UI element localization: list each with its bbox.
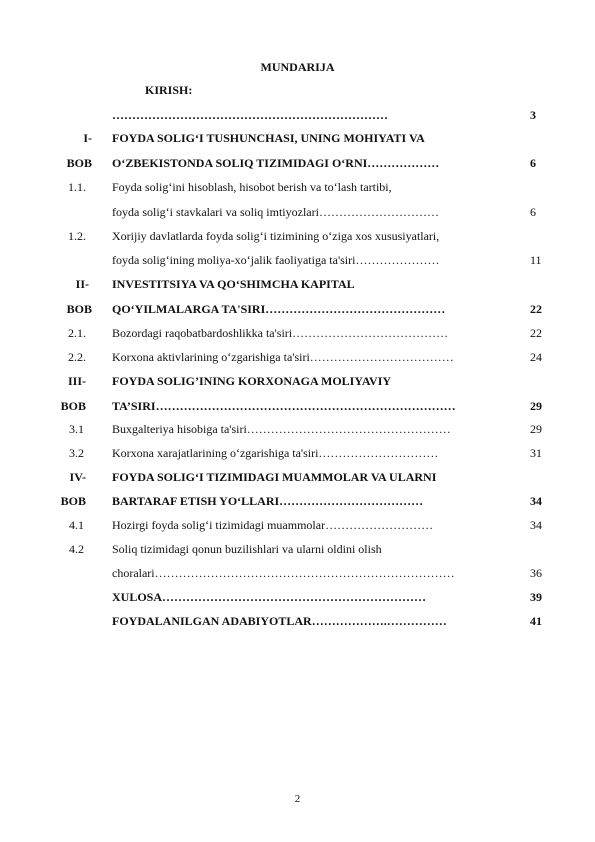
entry-5-num1: 2.1. — [68, 326, 86, 340]
entry-4-num2: BOB — [66, 302, 92, 316]
entry-3-page: 11 — [530, 253, 542, 267]
entry-7-line1: FOYDA SOLIG’INING KORXONAGA MOLIYAVIY — [112, 374, 392, 388]
entry-5-page: 22 — [530, 326, 542, 340]
entry-5-line1: Bozordagi raqobatbardoshlikka ta'siri………………………………… — [112, 326, 449, 340]
entry-10-page: 34 — [530, 494, 542, 508]
entry-12-line1: Soliq tizimidagi qonun buzilishlari va ularni oldini olish — [112, 542, 382, 556]
entry-4-line1: INVESTITSIYA VA QO‘SHIMCHA KAPITAL — [112, 277, 355, 291]
entry-2-page: 6 — [530, 205, 536, 219]
entry-12-page: 36 — [530, 566, 542, 580]
kirish-heading: KIRISH: — [145, 83, 193, 97]
entry-10-line2: BARTARAF ETISH YO‘LLARI……………………………… — [112, 494, 424, 508]
entry-11-num1: 4.1 — [69, 518, 84, 532]
entry-4-page: 22 — [530, 302, 542, 316]
entry-11-line1: Hozirgi foyda solig‘i tizimidagi muammolar……………………… — [112, 518, 434, 532]
entry-10-line1: FOYDA SOLIG‘I TIZIMIDAGI MUAMMOLAR VA ULARNI — [112, 470, 437, 484]
entry-9-page: 31 — [530, 446, 542, 460]
entry-4-line2: QO‘YILMALARGA TA'SIRI……………………………………… — [112, 302, 446, 316]
entry-9-num1: 3.2 — [69, 446, 84, 460]
entry-2-line2: foyda solig‘i stavkalari va soliq imtiyozlari………………………… — [112, 205, 439, 219]
entry-3-num1: 1.2. — [68, 229, 86, 243]
kirish-dots: …………………………………………………………… — [112, 108, 388, 122]
xulosa-entry: XULOSA………………………………………………………… — [112, 590, 427, 604]
entry-10-num1: IV- — [69, 470, 86, 484]
entry-6-num1: 2.2. — [68, 350, 86, 364]
entry-2-num1: 1.1. — [68, 180, 86, 194]
entry-11-page: 34 — [530, 518, 542, 532]
references-entry: FOYDALANILGAN ADABIYOTLAR……………….…………… — [112, 614, 447, 628]
page-title: MUNDARIJA — [260, 60, 335, 74]
entry-7-num2: BOB — [60, 399, 86, 413]
entry-1-page: 6 — [530, 156, 536, 170]
entry-1-line1: FOYDA SOLIG‘I TUSHUNCHASI, UNING MOHIYATI VA — [112, 131, 425, 145]
references-page: 41 — [530, 614, 542, 628]
entry-8-page: 29 — [530, 422, 542, 436]
entry-3-line2: foyda solig‘ining moliya-xo‘jalik faoliyatiga ta'siri………………… — [112, 253, 440, 267]
entry-10-num2: BOB — [60, 494, 86, 508]
entry-7-line2: TA’SIRI………………………………………………………………… — [112, 399, 456, 413]
entry-6-line1: Korxona aktivlarining o‘zgarishiga ta'siri……………………………… — [112, 350, 454, 364]
entry-12-num1: 4.2 — [69, 542, 84, 556]
entry-6-page: 24 — [530, 350, 542, 364]
entry-7-page: 29 — [530, 399, 542, 413]
entry-9-line1: Korxona xarajatlarining o‘zgarishiga ta'siri………………………… — [112, 446, 439, 460]
entry-4-num1: II- — [75, 277, 89, 291]
entry-1-num2: BOB — [66, 156, 92, 170]
kirish-page: 3 — [530, 108, 536, 122]
entry-2-line1: Foyda solig‘ini hisoblash, hisobot berish va to‘lash tartibi, — [112, 180, 392, 194]
entry-8-num1: 3.1 — [69, 422, 84, 436]
xulosa-page: 39 — [530, 590, 542, 604]
entry-3-line1: Xorijiy davlatlarda foyda solig‘i tizimining o‘ziga xos xususiyatlari, — [112, 229, 440, 243]
entry-8-line1: Buxgalteriya hisobiga ta'siri…………………………………………… — [112, 422, 451, 436]
entry-12-line2: choralari………………………………………………………………… — [112, 566, 455, 580]
page-number: 2 — [294, 793, 301, 805]
entry-1-num1: I- — [83, 131, 92, 145]
entry-7-num1: III- — [67, 374, 86, 388]
entry-1-line2: O‘ZBEKISTONDA SOLIQ TIZIMIDAGI O‘RNI……………… — [112, 156, 440, 170]
